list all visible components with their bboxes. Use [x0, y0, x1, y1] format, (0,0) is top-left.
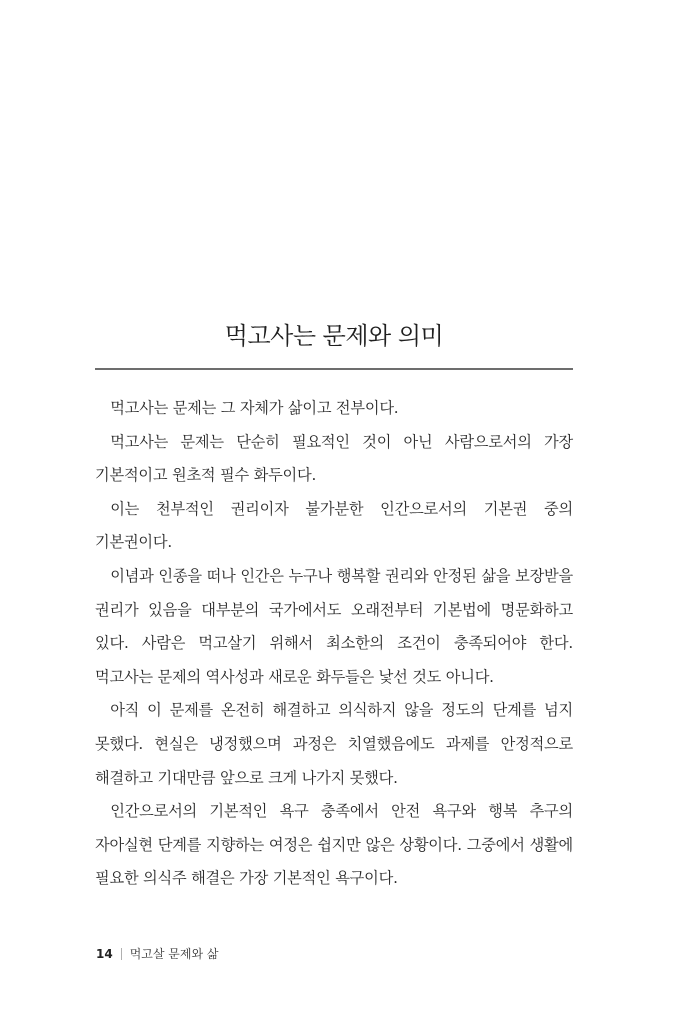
title-divider: [95, 368, 573, 370]
paragraph: 이념과 인종을 떠나 인간은 누구나 행복할 권리와 안정된 삶을 보장받을 권리가 있음을 대부분의 국가에서도 오래전부터 기본법에 명문화하고 있다. 사람은 먹고살기 위해서 최소한의 조건이 충족되어야 한다. 먹고사는 문제의 역사성과 새로운 화두들은 낯선 것도 아니다.: [95, 566, 573, 686]
footer-divider: [121, 948, 122, 960]
paragraph: 이는 천부적인 권리이자 불가분한 인간으로서의 기본권 중의 기본권이다.: [95, 499, 573, 552]
page-footer: [96, 945, 218, 962]
running-title: 먹고살 문제와 삶: [129, 947, 219, 961]
page-number: 14: [96, 946, 113, 961]
paragraph: 아직 이 문제를 온전히 해결하고 의식하지 않을 정도의 단계를 넘지 못했다. 현실은 냉정했으며 과정은 치열했음에도 과제를 안정적으로 해결하고 기대만큼 앞으로 크게 나가지 못했다.: [95, 701, 573, 787]
chapter-title: 먹고사는 문제와 의미: [224, 322, 444, 350]
body-text: [95, 392, 573, 896]
paragraph: 먹고사는 문제는 단순히 필요적인 것이 아닌 사람으로서의 가장 기본적이고 원초적 필수 화두이다.: [95, 432, 573, 485]
paragraph: 먹고사는 문제는 그 자체가 삶이고 전부이다.: [110, 399, 399, 417]
paragraph: 인간으로서의 기본적인 욕구 충족에서 안전 욕구와 행복 추구의 자아실현 단계를 지향하는 여정은 쉽지만 않은 상황이다. 그중에서 생활에 필요한 의식주 해결은 가장 기본적인 욕구이다.: [95, 802, 573, 888]
